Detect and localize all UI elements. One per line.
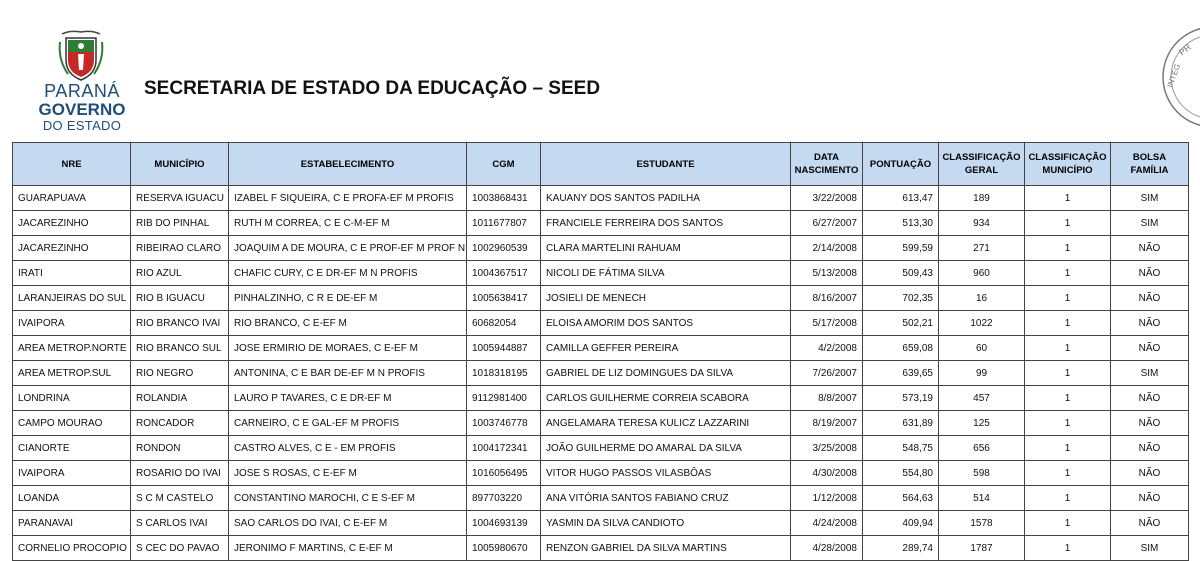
col-cgm-cell: 1004693139: [467, 511, 541, 536]
col-nre-cell: JACAREZINHO: [13, 211, 131, 236]
col-pontuacao-cell: 502,21: [863, 311, 939, 336]
col-municipio-cell: RONDON: [131, 436, 229, 461]
col-data-nascimento-cell: 7/26/2007: [791, 361, 863, 386]
col-classificacao-municipio-cell: 1: [1025, 511, 1111, 536]
logo-text-governo: GOVERNO: [38, 100, 126, 119]
col-bolsa-familia-cell: NÃO: [1111, 261, 1189, 286]
col-data-nascimento-cell: 3/22/2008: [791, 186, 863, 211]
col-cgm-cell: 1003746778: [467, 411, 541, 436]
table-row: [13, 436, 1189, 461]
col-nre-cell: CAMPO MOURAO: [13, 411, 131, 436]
results-table: [12, 142, 1189, 561]
col-estudante-cell: JOÃO GUILHERME DO AMARAL DA SILVA: [541, 436, 791, 461]
col-municipio-header: MUNICÍPIO: [131, 143, 229, 186]
table-row: [13, 236, 1189, 261]
col-cgm-cell: 1004172341: [467, 436, 541, 461]
logo-text-parana: PARANÁ: [44, 81, 120, 101]
page-title: SECRETARIA DE ESTADO DA EDUCAÇÃO – SEED: [144, 78, 601, 99]
col-nre-cell: PARANAVAI: [13, 511, 131, 536]
governo-parana-logo: [38, 30, 126, 138]
col-estudante-cell: ELOISA AMORIM DOS SANTOS: [541, 311, 791, 336]
col-estabelecimento-cell: ANTONINA, C E BAR DE-EF M N PROFIS: [229, 361, 467, 386]
col-estabelecimento-cell: JERONIMO F MARTINS, C E-EF M: [229, 536, 467, 561]
table-row: [13, 536, 1189, 561]
col-pontuacao-cell: 509,43: [863, 261, 939, 286]
col-classificacao-geral-cell: 1578: [939, 511, 1025, 536]
col-estudante-cell: KAUANY DOS SANTOS PADILHA: [541, 186, 791, 211]
table-row: [13, 511, 1189, 536]
col-nre-cell: IVAIPORA: [13, 461, 131, 486]
table-row: [13, 311, 1189, 336]
col-classificacao-municipio-cell: 1: [1025, 311, 1111, 336]
col-bolsa-familia-cell: NÃO: [1111, 386, 1189, 411]
col-nre-cell: IVAIPORA: [13, 311, 131, 336]
col-classificacao-geral-cell: 1022: [939, 311, 1025, 336]
col-municipio-cell: RIO NEGRO: [131, 361, 229, 386]
col-estabelecimento-cell: CASTRO ALVES, C E - EM PROFIS: [229, 436, 467, 461]
table-header-row: [13, 143, 1189, 186]
col-bolsa-familia-cell: NÃO: [1111, 486, 1189, 511]
col-estudante-header: ESTUDANTE: [541, 143, 791, 186]
col-estabelecimento-cell: RIO BRANCO, C E-EF M: [229, 311, 467, 336]
table-row: [13, 461, 1189, 486]
col-pontuacao-cell: 564,63: [863, 486, 939, 511]
col-bolsa-familia-cell: SIM: [1111, 211, 1189, 236]
col-classificacao-municipio-header: CLASSIFICAÇÃO MUNICÍPIO: [1025, 143, 1111, 186]
col-estudante-cell: CARLOS GUILHERME CORREIA SCABORA: [541, 386, 791, 411]
logo-text-estado: DO ESTADO: [42, 118, 122, 133]
col-bolsa-familia-cell: NÃO: [1111, 511, 1189, 536]
col-data-nascimento-cell: 4/24/2008: [791, 511, 863, 536]
col-cgm-cell: 1002960539: [467, 236, 541, 261]
col-cgm-header: CGM: [467, 143, 541, 186]
col-bolsa-familia-cell: NÃO: [1111, 311, 1189, 336]
col-municipio-cell: RIO BRANCO IVAI: [131, 311, 229, 336]
col-municipio-cell: S CARLOS IVAI: [131, 511, 229, 536]
col-nre-cell: LONDRINA: [13, 386, 131, 411]
col-estudante-cell: NICOLI DE FÁTIMA SILVA: [541, 261, 791, 286]
table-row: [13, 261, 1189, 286]
col-nre-header: NRE: [13, 143, 131, 186]
col-estabelecimento-cell: PINHALZINHO, C R E DE-EF M: [229, 286, 467, 311]
col-classificacao-municipio-cell: 1: [1025, 211, 1111, 236]
col-estabelecimento-cell: RUTH M CORREA, C E C-M-EF M: [229, 211, 467, 236]
col-bolsa-familia-cell: NÃO: [1111, 411, 1189, 436]
col-nre-cell: GUARAPUAVA: [13, 186, 131, 211]
table-row: [13, 361, 1189, 386]
col-municipio-cell: ROSARIO DO IVAI: [131, 461, 229, 486]
page-header: [0, 0, 1200, 140]
col-nre-cell: IRATI: [13, 261, 131, 286]
col-bolsa-familia-cell: NÃO: [1111, 236, 1189, 261]
col-bolsa-familia-cell: NÃO: [1111, 336, 1189, 361]
col-estudante-cell: YASMIN DA SILVA CANDIOTO: [541, 511, 791, 536]
col-estudante-cell: VITOR HUGO PASSOS VILASBÔAS: [541, 461, 791, 486]
col-classificacao-municipio-cell: 1: [1025, 411, 1111, 436]
col-municipio-cell: RIO AZUL: [131, 261, 229, 286]
col-estudante-cell: CLARA MARTELINI RAHUAM: [541, 236, 791, 261]
col-estabelecimento-cell: JOSE ERMIRIO DE MORAES, C E-EF M: [229, 336, 467, 361]
col-classificacao-municipio-cell: 1: [1025, 236, 1111, 261]
table-row: [13, 336, 1189, 361]
col-classificacao-geral-cell: 656: [939, 436, 1025, 461]
col-estabelecimento-cell: JOSE S ROSAS, C E-EF M: [229, 461, 467, 486]
svg-text:PR: PR: [1176, 41, 1193, 58]
col-estabelecimento-cell: CONSTANTINO MAROCHI, C E S-EF M: [229, 486, 467, 511]
col-municipio-cell: RIO B IGUACU: [131, 286, 229, 311]
col-estabelecimento-cell: LAURO P TAVARES, C E DR-EF M: [229, 386, 467, 411]
col-cgm-cell: 1005638417: [467, 286, 541, 311]
col-estabelecimento-cell: JOAQUIM A DE MOURA, C E PROF-EF M PROF N: [229, 236, 467, 261]
col-classificacao-geral-cell: 457: [939, 386, 1025, 411]
col-bolsa-familia-cell: NÃO: [1111, 286, 1189, 311]
col-classificacao-geral-cell: 99: [939, 361, 1025, 386]
col-classificacao-municipio-cell: 1: [1025, 436, 1111, 461]
col-municipio-cell: RIB DO PINHAL: [131, 211, 229, 236]
col-classificacao-municipio-cell: 1: [1025, 336, 1111, 361]
col-data-nascimento-cell: 6/27/2007: [791, 211, 863, 236]
col-nre-cell: JACAREZINHO: [13, 236, 131, 261]
col-municipio-cell: RIBEIRAO CLARO: [131, 236, 229, 261]
col-classificacao-municipio-cell: 1: [1025, 486, 1111, 511]
col-classificacao-geral-cell: 60: [939, 336, 1025, 361]
col-data-nascimento-cell: 4/28/2008: [791, 536, 863, 561]
col-cgm-cell: 897703220: [467, 486, 541, 511]
col-estudante-cell: GABRIEL DE LIZ DOMINGUES DA SILVA: [541, 361, 791, 386]
col-pontuacao-cell: 409,94: [863, 511, 939, 536]
col-bolsa-familia-cell: NÃO: [1111, 461, 1189, 486]
col-bolsa-familia-header: BOLSA FAMÍLIA: [1111, 143, 1189, 186]
table-row: [13, 211, 1189, 236]
col-estabelecimento-cell: IZABEL F SIQUEIRA, C E PROFA-EF M PROFIS: [229, 186, 467, 211]
col-cgm-cell: 1003868431: [467, 186, 541, 211]
col-nre-cell: LOANDA: [13, 486, 131, 511]
col-data-nascimento-cell: 1/12/2008: [791, 486, 863, 511]
col-pontuacao-cell: 554,80: [863, 461, 939, 486]
col-municipio-cell: RONCADOR: [131, 411, 229, 436]
col-estudante-cell: JOSIELI DE MENECH: [541, 286, 791, 311]
col-municipio-cell: S CEC DO PAVAO: [131, 536, 229, 561]
col-classificacao-municipio-cell: 1: [1025, 261, 1111, 286]
col-municipio-cell: RESERVA IGUACU: [131, 186, 229, 211]
col-pontuacao-cell: 631,89: [863, 411, 939, 436]
col-municipio-cell: S C M CASTELO: [131, 486, 229, 511]
col-estudante-cell: ANA VITÓRIA SANTOS FABIANO CRUZ: [541, 486, 791, 511]
col-data-nascimento-cell: 5/13/2008: [791, 261, 863, 286]
col-cgm-cell: 1004367517: [467, 261, 541, 286]
col-classificacao-geral-cell: 598: [939, 461, 1025, 486]
col-pontuacao-cell: 548,75: [863, 436, 939, 461]
col-classificacao-municipio-cell: 1: [1025, 386, 1111, 411]
col-pontuacao-cell: 513,30: [863, 211, 939, 236]
col-estudante-cell: CAMILLA GEFFER PEREIRA: [541, 336, 791, 361]
col-cgm-cell: 1011677807: [467, 211, 541, 236]
col-data-nascimento-header: DATA NASCIMENTO: [791, 143, 863, 186]
col-pontuacao-cell: 613,47: [863, 186, 939, 211]
col-nre-cell: AREA METROP.SUL: [13, 361, 131, 386]
col-classificacao-geral-cell: 514: [939, 486, 1025, 511]
col-data-nascimento-cell: 2/14/2008: [791, 236, 863, 261]
col-estabelecimento-cell: CARNEIRO, C E GAL-EF M PROFIS: [229, 411, 467, 436]
col-cgm-cell: 1016056495: [467, 461, 541, 486]
col-pontuacao-cell: 289,74: [863, 536, 939, 561]
col-bolsa-familia-cell: NÃO: [1111, 436, 1189, 461]
col-classificacao-municipio-cell: 1: [1025, 461, 1111, 486]
col-data-nascimento-cell: 5/17/2008: [791, 311, 863, 336]
col-classificacao-municipio-cell: 1: [1025, 186, 1111, 211]
col-classificacao-municipio-cell: 1: [1025, 536, 1111, 561]
col-data-nascimento-cell: 8/19/2007: [791, 411, 863, 436]
col-pontuacao-cell: 599,59: [863, 236, 939, 261]
table-body: [13, 186, 1189, 561]
table-row: [13, 386, 1189, 411]
svg-text:INTEG: INTEG: [1165, 62, 1183, 89]
col-classificacao-geral-cell: 16: [939, 286, 1025, 311]
col-cgm-cell: 1005980670: [467, 536, 541, 561]
col-nre-cell: AREA METROP.NORTE: [13, 336, 131, 361]
col-bolsa-familia-cell: SIM: [1111, 186, 1189, 211]
col-pontuacao-header: PONTUAÇÃO: [863, 143, 939, 186]
col-cgm-cell: 1005944887: [467, 336, 541, 361]
col-estabelecimento-cell: SAO CARLOS DO IVAI, C E-EF M: [229, 511, 467, 536]
col-classificacao-geral-header: CLASSIFICAÇÃO GERAL: [939, 143, 1025, 186]
col-nre-cell: CORNELIO PROCOPIO: [13, 536, 131, 561]
table-row: [13, 286, 1189, 311]
col-classificacao-geral-cell: 189: [939, 186, 1025, 211]
col-classificacao-geral-cell: 934: [939, 211, 1025, 236]
coat-of-arms-icon: [58, 30, 104, 82]
col-pontuacao-cell: 573,19: [863, 386, 939, 411]
col-cgm-cell: 9112981400: [467, 386, 541, 411]
col-cgm-cell: 1018318195: [467, 361, 541, 386]
table-row: [13, 486, 1189, 511]
col-municipio-cell: ROLANDIA: [131, 386, 229, 411]
col-estabelecimento-cell: CHAFIC CURY, C E DR-EF M N PROFIS: [229, 261, 467, 286]
col-data-nascimento-cell: 8/8/2007: [791, 386, 863, 411]
col-estudante-cell: RENZON GABRIEL DA SILVA MARTINS: [541, 536, 791, 561]
col-nre-cell: CIANORTE: [13, 436, 131, 461]
col-classificacao-municipio-cell: 1: [1025, 361, 1111, 386]
col-classificacao-geral-cell: 960: [939, 261, 1025, 286]
col-estudante-cell: ANGELAMARA TERESA KULICZ LAZZARINI: [541, 411, 791, 436]
col-classificacao-municipio-cell: 1: [1025, 286, 1111, 311]
col-bolsa-familia-cell: SIM: [1111, 361, 1189, 386]
col-classificacao-geral-cell: 1787: [939, 536, 1025, 561]
col-bolsa-familia-cell: SIM: [1111, 536, 1189, 561]
col-pontuacao-cell: 639,65: [863, 361, 939, 386]
col-data-nascimento-cell: 4/30/2008: [791, 461, 863, 486]
table-row: [13, 411, 1189, 436]
col-data-nascimento-cell: 8/16/2007: [791, 286, 863, 311]
col-estabelecimento-header: ESTABELECIMENTO: [229, 143, 467, 186]
stamp-seal-icon: [1158, 22, 1200, 132]
col-estudante-cell: FRANCIELE FERREIRA DOS SANTOS: [541, 211, 791, 236]
table-row: [13, 186, 1189, 211]
col-classificacao-geral-cell: 271: [939, 236, 1025, 261]
col-data-nascimento-cell: 3/25/2008: [791, 436, 863, 461]
col-nre-cell: LARANJEIRAS DO SUL: [13, 286, 131, 311]
col-municipio-cell: RIO BRANCO SUL: [131, 336, 229, 361]
col-pontuacao-cell: 702,35: [863, 286, 939, 311]
col-classificacao-geral-cell: 125: [939, 411, 1025, 436]
col-pontuacao-cell: 659,08: [863, 336, 939, 361]
col-data-nascimento-cell: 4/2/2008: [791, 336, 863, 361]
col-cgm-cell: 60682054: [467, 311, 541, 336]
